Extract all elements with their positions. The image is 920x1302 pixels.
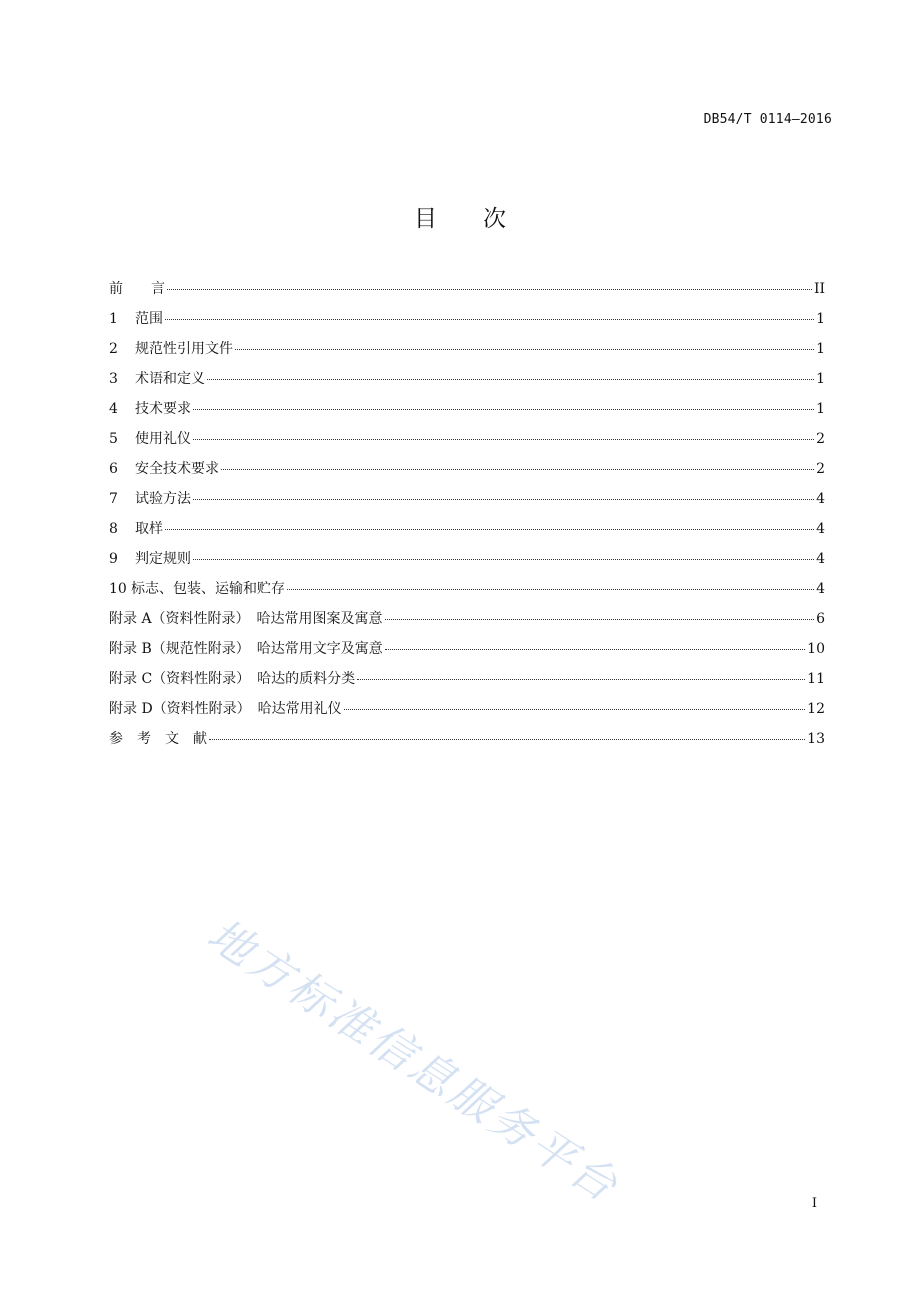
toc-entry-page: 11 xyxy=(807,671,825,687)
toc-entry[interactable] xyxy=(109,518,825,548)
toc-entry-number: 7 xyxy=(109,491,118,507)
toc-entry[interactable] xyxy=(109,398,825,428)
toc-entry-number: 2 xyxy=(109,341,118,357)
dot-leader xyxy=(193,409,814,410)
toc-entry[interactable] xyxy=(109,608,825,638)
toc-entry-page: II xyxy=(813,281,825,297)
dot-leader xyxy=(385,649,805,650)
toc-entry[interactable] xyxy=(109,698,825,728)
toc-entry-label: 试验方法 xyxy=(135,491,191,507)
toc-entry[interactable] xyxy=(109,578,825,608)
toc-entry-number: 3 xyxy=(109,371,118,387)
toc-entry[interactable] xyxy=(109,428,825,458)
toc-entry[interactable] xyxy=(109,458,825,488)
toc-entry-label: 规范性引用文件 xyxy=(135,341,233,357)
toc-entry-page: 4 xyxy=(816,551,825,567)
dot-leader xyxy=(193,499,814,500)
toc-entry-label: 标志、包装、运输和贮存 xyxy=(131,581,285,597)
dot-leader xyxy=(209,739,805,740)
toc-title: 目 次 xyxy=(414,206,506,232)
toc-entry[interactable] xyxy=(109,278,825,308)
toc-entry-number: 5 xyxy=(109,431,118,447)
dot-leader xyxy=(221,469,814,470)
toc-entry-label: 安全技术要求 xyxy=(135,461,219,477)
page-number: I xyxy=(811,1196,817,1211)
toc-entry-label: 取样 xyxy=(135,521,163,537)
toc-entry-number: 4 xyxy=(109,401,118,417)
toc-entry-label: 使用礼仪 xyxy=(135,431,191,447)
watermark: 地方标准信息服务平台 xyxy=(198,909,629,1214)
dot-leader xyxy=(385,619,815,620)
toc-entry-number: 9 xyxy=(109,551,118,567)
toc-entry-label: 附录 D（资料性附录） 哈达常用礼仪 xyxy=(109,701,342,717)
toc-entry-label: 前 言 xyxy=(109,281,165,297)
toc-entry-page: 6 xyxy=(816,611,825,627)
dot-leader xyxy=(207,379,814,380)
standard-code: DB54/T 0114—2016 xyxy=(703,112,832,127)
dot-leader xyxy=(193,559,814,560)
toc-entry-page: 1 xyxy=(816,371,825,387)
toc-entry-page: 12 xyxy=(807,701,825,717)
toc-entry-page: 1 xyxy=(816,341,825,357)
toc-entry-page: 13 xyxy=(807,731,825,747)
toc-entry[interactable] xyxy=(109,308,825,338)
toc-entry-number: 1 xyxy=(109,311,118,327)
toc-entry[interactable] xyxy=(109,728,825,758)
dot-leader xyxy=(193,439,814,440)
toc-entry[interactable] xyxy=(109,548,825,578)
dot-leader xyxy=(287,589,814,590)
toc-entry-label: 技术要求 xyxy=(135,401,191,417)
table-of-contents xyxy=(109,278,825,758)
toc-entry-page: 4 xyxy=(816,581,825,597)
toc-entry-label: 附录 C（资料性附录） 哈达的质料分类 xyxy=(109,671,356,687)
toc-entry-label: 附录 B（规范性附录） 哈达常用文字及寓意 xyxy=(109,641,383,657)
dot-leader xyxy=(235,349,814,350)
toc-entry-page: 10 xyxy=(807,641,825,657)
toc-entry-page: 2 xyxy=(816,461,825,477)
toc-entry-number: 8 xyxy=(109,521,118,537)
toc-entry-label: 附录 A（资料性附录） 哈达常用图案及寓意 xyxy=(109,611,383,627)
dot-leader xyxy=(165,529,814,530)
toc-entry[interactable] xyxy=(109,368,825,398)
dot-leader xyxy=(165,319,814,320)
dot-leader xyxy=(357,679,805,680)
dot-leader xyxy=(167,289,812,290)
toc-entry-page: 1 xyxy=(816,311,825,327)
toc-entry-label: 判定规则 xyxy=(135,551,191,567)
toc-entry-label: 范围 xyxy=(135,311,163,327)
toc-entry-number: 6 xyxy=(109,461,118,477)
toc-entry[interactable] xyxy=(109,668,825,698)
toc-entry[interactable] xyxy=(109,638,825,668)
toc-entry-page: 1 xyxy=(816,401,825,417)
toc-entry[interactable] xyxy=(109,338,825,368)
dot-leader xyxy=(344,709,805,710)
toc-entry-label: 参 考 文 献 xyxy=(109,731,207,747)
toc-entry[interactable] xyxy=(109,488,825,518)
toc-entry-number: 10 xyxy=(109,581,127,597)
toc-entry-label: 术语和定义 xyxy=(135,371,205,387)
toc-entry-page: 2 xyxy=(816,431,825,447)
toc-entry-page: 4 xyxy=(816,521,825,537)
toc-entry-page: 4 xyxy=(816,491,825,507)
